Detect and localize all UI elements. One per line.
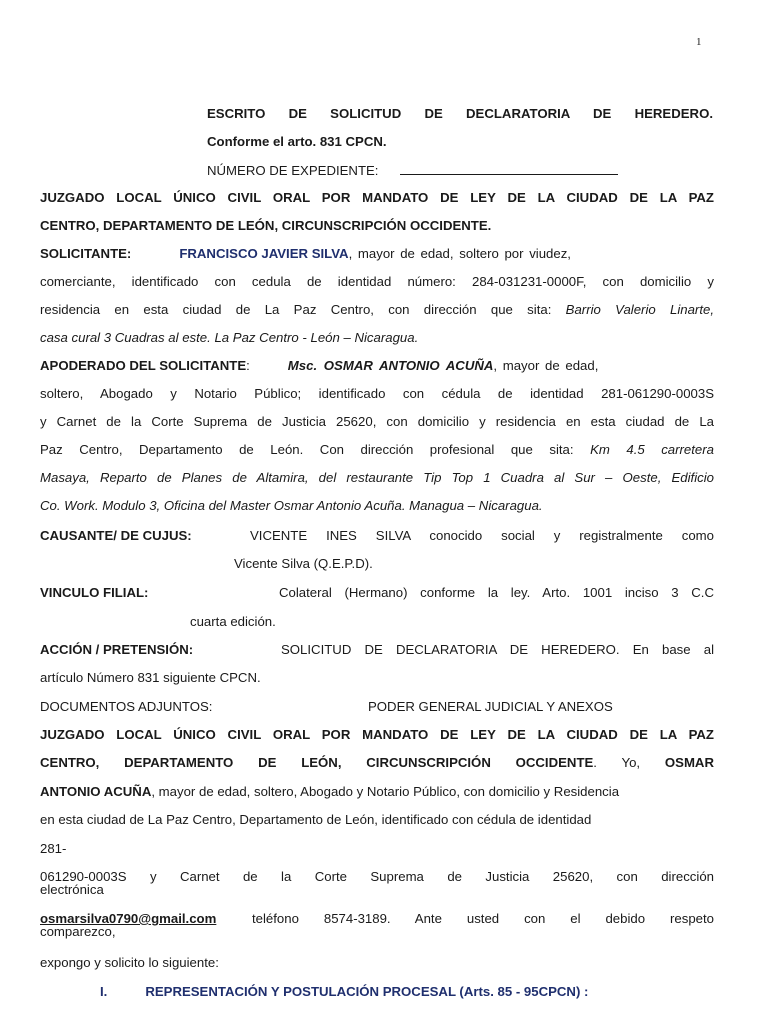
causante-line-2: Vicente Silva (Q.E.P.D). [234,556,373,571]
body-line-5: 281- [40,841,67,856]
court-line-2: CENTRO, DEPARTAMENTO DE LEÓN, CIRCUNSCRIPCIÓN OCCIDENTE. [40,218,492,233]
solicitante-line-4: casa cural 3 Cuadras al este. La Paz Centro - León – Nicaragua. [40,330,419,345]
apoderado-colon: : [246,358,250,373]
documentos-label: DOCUMENTOS ADJUNTOS: [40,699,213,714]
section-1-title: REPRESENTACIÓN Y POSTULACIÓN PROCESAL (Arts. 85 - 95CPCN) : [145,984,589,999]
solicitante-rest: , mayor de edad, soltero por viudez, [348,246,571,261]
apoderado-line-4 [40,442,714,458]
body-line-7 [40,911,714,927]
apoderado-line-1 [40,358,714,374]
vinculo-label: VINCULO FILIAL: [40,585,149,600]
solicitante-line-1 [40,246,714,262]
apoderado-rest: , mayor de edad, [493,358,599,373]
causante-label: CAUSANTE/ DE CUJUS: [40,528,192,543]
body-line-7b: comparezco, [40,924,116,939]
accion-label: ACCIÓN / PRETENSIÓN: [40,642,194,657]
apoderado-name: Msc. OSMAR ANTONIO ACUÑA [287,358,494,373]
documentos-value: PODER GENERAL JUDICIAL Y ANEXOS [368,699,613,714]
body-line-6: 061290-0003S y Carnet de la Corte Suprema de Justicia 25620, con dirección [40,869,714,884]
apoderado-line-2: soltero, Abogado y Notario Público; identificado con cédula de identidad 281-061290-0003S [40,386,714,401]
body-name-part1: OSMAR [664,755,714,770]
apoderado-address-label: Paz Centro, Departamento de León. Con dirección profesional que sita: [40,442,591,457]
solicitante-line-2: comerciante, identificado con cedula de identidad número: 284-031231-0000F, con domicilio y [40,274,714,289]
accion-line-1: SOLICITUD DE DECLARATORIA DE HEREDERO. En base al [281,642,714,657]
body-line-8: expongo y solicito lo siguiente: [40,955,219,970]
court-line-1: JUZGADO LOCAL ÚNICO CIVIL ORAL POR MANDATO DE LEY DE LA CIUDAD DE LA PAZ [40,190,714,205]
solicitante-line-3 [40,302,714,318]
vinculo-line-1: Colateral (Hermano) conforme la ley. Arto. 1001 inciso 3 C.C [279,585,714,600]
vinculo-line-2: cuarta edición. [190,614,276,629]
solicitante-address: Barrio Valerio Linarte, [565,302,714,317]
body-court-line-1: JUZGADO LOCAL ÚNICO CIVIL ORAL POR MANDATO DE LEY DE LA CIUDAD DE LA PAZ [40,727,714,742]
expediente-label: NÚMERO DE EXPEDIENTE: [207,163,379,178]
body-line-3 [40,784,714,800]
expediente-line [207,162,768,179]
accion-line-2: artículo Número 831 siguiente CPCN. [40,670,261,685]
body-yo: . Yo, [593,755,665,770]
body-line-6b: electrónica [40,882,104,897]
document-title: ESCRITO DE SOLICITUD DE DECLARATORIA DE HEREDERO. [207,106,713,121]
solicitante-label: SOLICITANTE: [40,246,132,261]
body-line-3-rest: , mayor de edad, soltero, Abogado y Notario Público, con domicilio y Residencia [151,784,620,799]
page-number: 1 [696,36,702,48]
body-line-7-rest: teléfono 8574-3189. Ante usted con el debido respeto [252,911,714,926]
section-1-heading [100,984,588,999]
apoderado-address-start: Km 4.5 carretera [590,442,714,457]
body-name-part2: ANTONIO ACUÑA [40,784,152,799]
document-subtitle: Conforme el arto. 831 CPCN. [207,134,387,149]
causante-line-1: VICENTE INES SILVA conocido social y registralmente como [250,528,714,543]
expediente-blank [400,162,618,175]
section-1-numeral: I. [100,984,108,999]
email-link[interactable]: osmarsilva0790@gmail.com [40,911,217,926]
body-court-line-2 [40,755,714,771]
body-line-4: en esta ciudad de La Paz Centro, Departamento de León, identificado con cédula de identidad [40,812,592,827]
apoderado-line-3: y Carnet de la Corte Suprema de Justicia 25620, con domicilio y residencia en esta ciudad de La [40,414,714,429]
solicitante-name: FRANCISCO JAVIER SILVA [179,246,349,261]
body-court-name: CENTRO, DEPARTAMENTO DE LEÓN, CIRCUNSCRIPCIÓN OCCIDENTE [40,755,594,770]
solicitante-address-label: residencia en esta ciudad de La Paz Centro, con dirección que sita: [40,302,566,317]
apoderado-line-5: Masaya, Reparto de Planes de Altamira, del restaurante Tip Top 1 Cuadra al Sur – Oeste, Edificio [40,470,714,485]
apoderado-label: APODERADO DEL SOLICITANTE [40,358,247,373]
apoderado-line-6: Co. Work. Modulo 3, Oficina del Master Osmar Antonio Acuña. Managua – Nicaragua. [40,498,543,513]
